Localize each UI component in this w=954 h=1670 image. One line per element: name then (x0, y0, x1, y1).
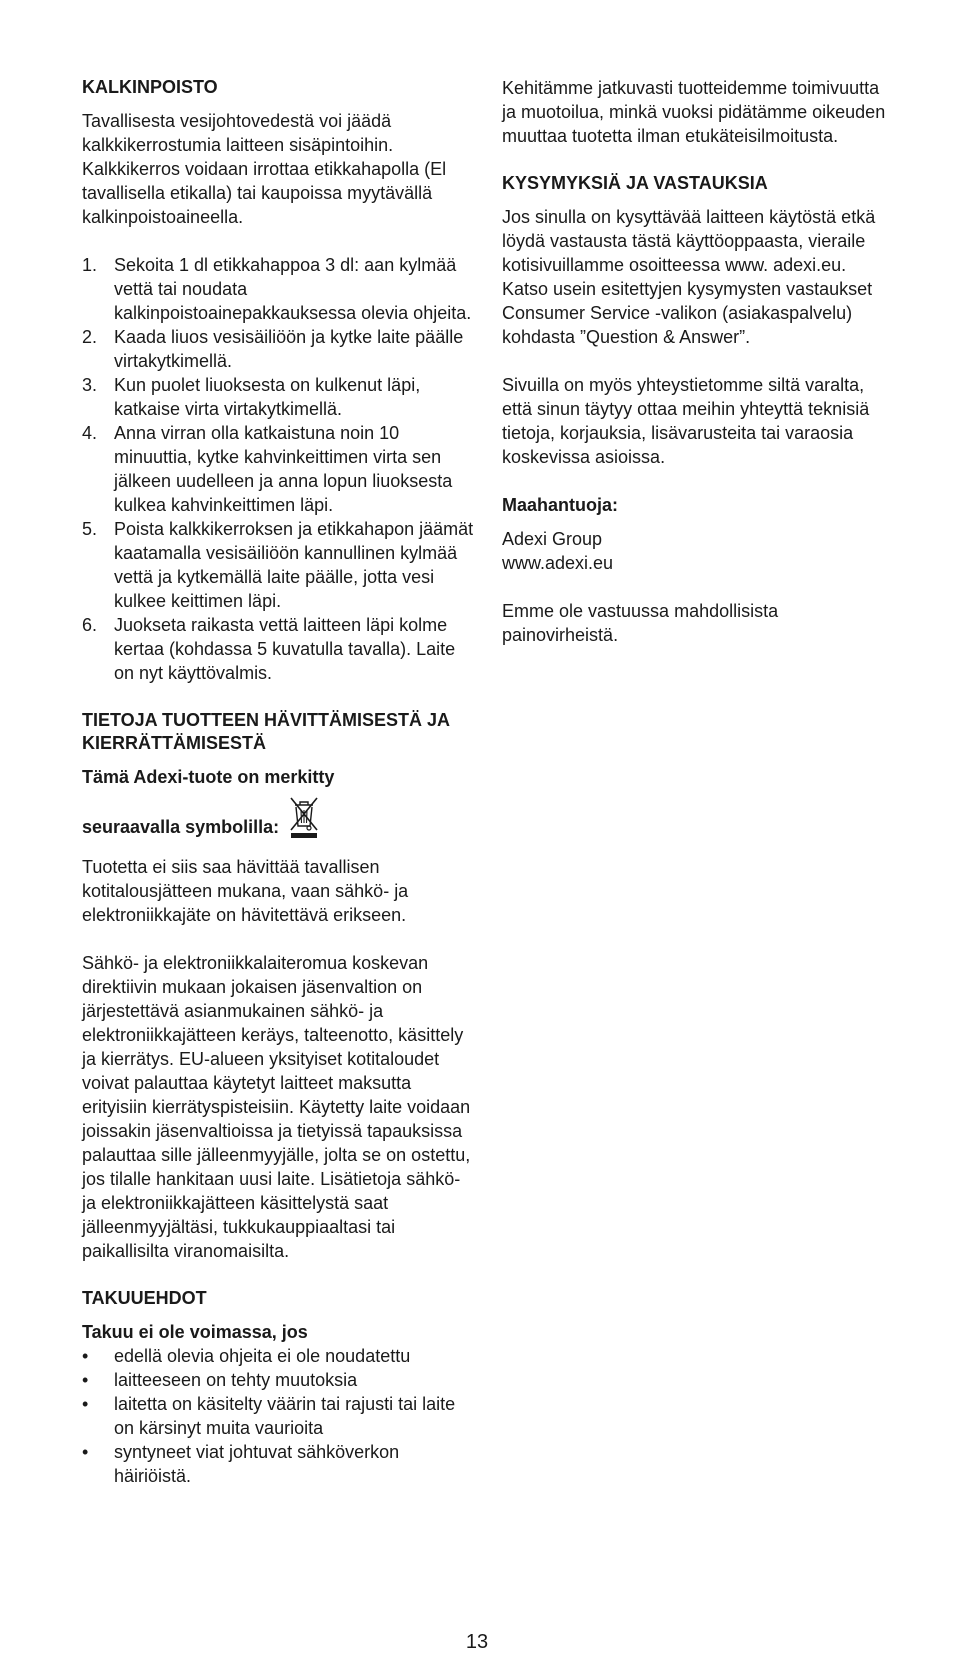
faq-section (502, 172, 897, 469)
importer-company: Adexi Group (502, 529, 603, 549)
disposal-symbol-line (82, 795, 477, 839)
step-number: 1. (82, 255, 98, 275)
list-item (82, 1344, 477, 1368)
disposal-paragraph-2: Sähkö- ja elektroniikkalaiteromua koskevan direktiivin mukaan jokaisen jäsenvaltion on järjestettävä asianmukainen sähkö- ja elektroniikkajätteen keräys, talteenotto, käsittely ja kierrätys. EU-alueen yksityiset kotitaloudet voivat palauttaa käytetyt laitteet maksutta erityisiin kierrätyspisteisiin. Käytetty laite voidaan joissakin jäsenvaltioissa ja tietyissä tapauksissa palauttaa sille jälleenmyyjälle, jolta se on ostettu, jos tilalle hankitaan uusi laite. Lisätietoja sähkö- ja elektroniikkajätteen käsittelystä saat jälleenmyyjältäsi, tukkukauppiaaltasi tai paikallisilta viranomaisilta. (82, 953, 471, 1261)
importer-label: Maahantuoja: (502, 495, 619, 515)
step-text: Anna virran olla katkaistuna noin 10 minuuttia, kytke kahvinkeittimen virta sen jälkeen uudelleen ja anna lopun liuoksesta kulkea kahvinkeittimen läpi. (114, 423, 453, 515)
warranty-heading: TAKUUEHDOT (82, 1288, 207, 1308)
step-text: Poista kalkkikerroksen ja etikkahapon jäämät kaatamalla vesisäiliöön kannullinen kylmää vettä ja kytkemällä laite päälle, jotta vesi kulkee keittimen läpi. (114, 519, 474, 611)
disposal-heading: TIETOJA TUOTTEEN HÄVITTÄMISESTÄ JA KIERRÄTTÄMISESTÄ (82, 710, 450, 753)
descaling-step (82, 421, 477, 517)
step-text: Kaada liuos vesisäiliöön ja kytke laite päälle virtakytkimellä. (114, 327, 464, 371)
page-number: 13 (465, 1631, 489, 1653)
step-text: Juokseta raikasta vettä laitteen läpi kolme kertaa (kohdassa 5 kuvatulla tavalla). Laite on nyt käyttövalmis. (114, 615, 456, 683)
faq-paragraph-2: Katso usein esitettyjen kysymysten vastaukset Consumer Service -valikon (asiakaspalvelu) kohdasta ”Question & Answer”. (502, 279, 873, 347)
list-item (82, 1368, 477, 1392)
step-text: Kun puolet liuoksesta on kulkenut läpi, katkaise virta virtakytkimellä. (114, 375, 421, 419)
disposal-paragraph-1: Tuotetta ei siis saa hävittää tavallisen kotitalousjätteen mukana, vaan sähkö- ja elektroniikkajäte on hävitettävä erikseen. (82, 857, 409, 925)
descaling-step (82, 373, 477, 421)
list-item (82, 1392, 477, 1440)
descaling-step (82, 325, 477, 373)
right-column (502, 76, 897, 671)
step-number: 3. (82, 375, 98, 395)
list-item-text: edellä olevia ohjeita ei ole noudatettu (114, 1346, 411, 1366)
bullet: • (82, 1370, 89, 1390)
faq-paragraph-3: Sivuilla on myös yhteystietomme siltä varalta, että sinun täytyy ottaa meihin yhteyttä teknisiä tietoja, korjauksia, lisävarusteita tai varaosia koskevissa asioissa. (502, 375, 870, 467)
step-number: 6. (82, 615, 98, 635)
descaling-step (82, 517, 477, 613)
disposal-symbol-label: seuraavalla symbolilla: (82, 817, 280, 837)
step-number: 4. (82, 423, 98, 443)
disposal-marked-line: Tämä Adexi-tuote on merkitty (82, 767, 335, 787)
disclaimer: Emme ole vastuussa mahdollisista painovirheistä. (502, 601, 779, 645)
development-note: Kehitämme jatkuvasti tuotteidemme toimivuutta ja muotoilua, minkä vuoksi pidätämme oikeuden muuttaa tuotetta ilman etukäteisilmoitusta. (502, 78, 886, 146)
list-item (82, 1440, 477, 1488)
bullet: • (82, 1346, 89, 1366)
bullet: • (82, 1394, 89, 1414)
step-number: 2. (82, 327, 98, 347)
crossed-out-wheelie-bin-icon (287, 795, 321, 839)
list-item-text: laitetta on käsitelty väärin tai rajusti tai laite on kärsinyt muita vaurioita (114, 1394, 456, 1438)
step-number: 5. (82, 519, 98, 539)
warranty-subheading: Takuu ei ole voimassa, jos (82, 1322, 308, 1342)
step-text: Sekoita 1 dl etikkahappoa 3 dl: aan kylmää vettä tai noudata kalkinpoistoainepakkauksessa olevia ohjeita. (114, 255, 472, 323)
warranty-section (82, 1287, 477, 1488)
descaling-intro: Tavallisesta vesijohtovedestä voi jäädä kalkkikerrostumia laitteen sisäpintoihin. Kalkkikerros voidaan irrottaa etikkahapolla (El tavallisella etikalla) tai kaupoissa myytävällä kalkinpoistoaineella. (82, 111, 447, 227)
warranty-conditions (82, 1344, 477, 1488)
faq-paragraph-1: Jos sinulla on kysyttävää laitteen käytöstä etkä löydä vastausta tästä käyttöoppaasta, vieraile kotisivuillamme osoitteessa www. adexi.eu. (502, 207, 876, 275)
importer-website: www.adexi.eu (502, 553, 614, 573)
descaling-section (82, 76, 477, 685)
left-column (82, 76, 477, 1512)
faq-heading: KYSYMYKSIÄ JA VASTAUKSIA (502, 173, 768, 193)
list-item-text: syntyneet viat johtuvat sähköverkon häiriöistä. (114, 1442, 400, 1486)
descaling-steps (82, 253, 477, 685)
importer-section (502, 493, 897, 575)
bullet: • (82, 1442, 89, 1462)
descaling-heading: KALKINPOISTO (82, 77, 218, 97)
descaling-step (82, 253, 477, 325)
disposal-section (82, 709, 477, 1263)
list-item-text: laitteeseen on tehty muutoksia (114, 1370, 358, 1390)
descaling-step (82, 613, 477, 685)
